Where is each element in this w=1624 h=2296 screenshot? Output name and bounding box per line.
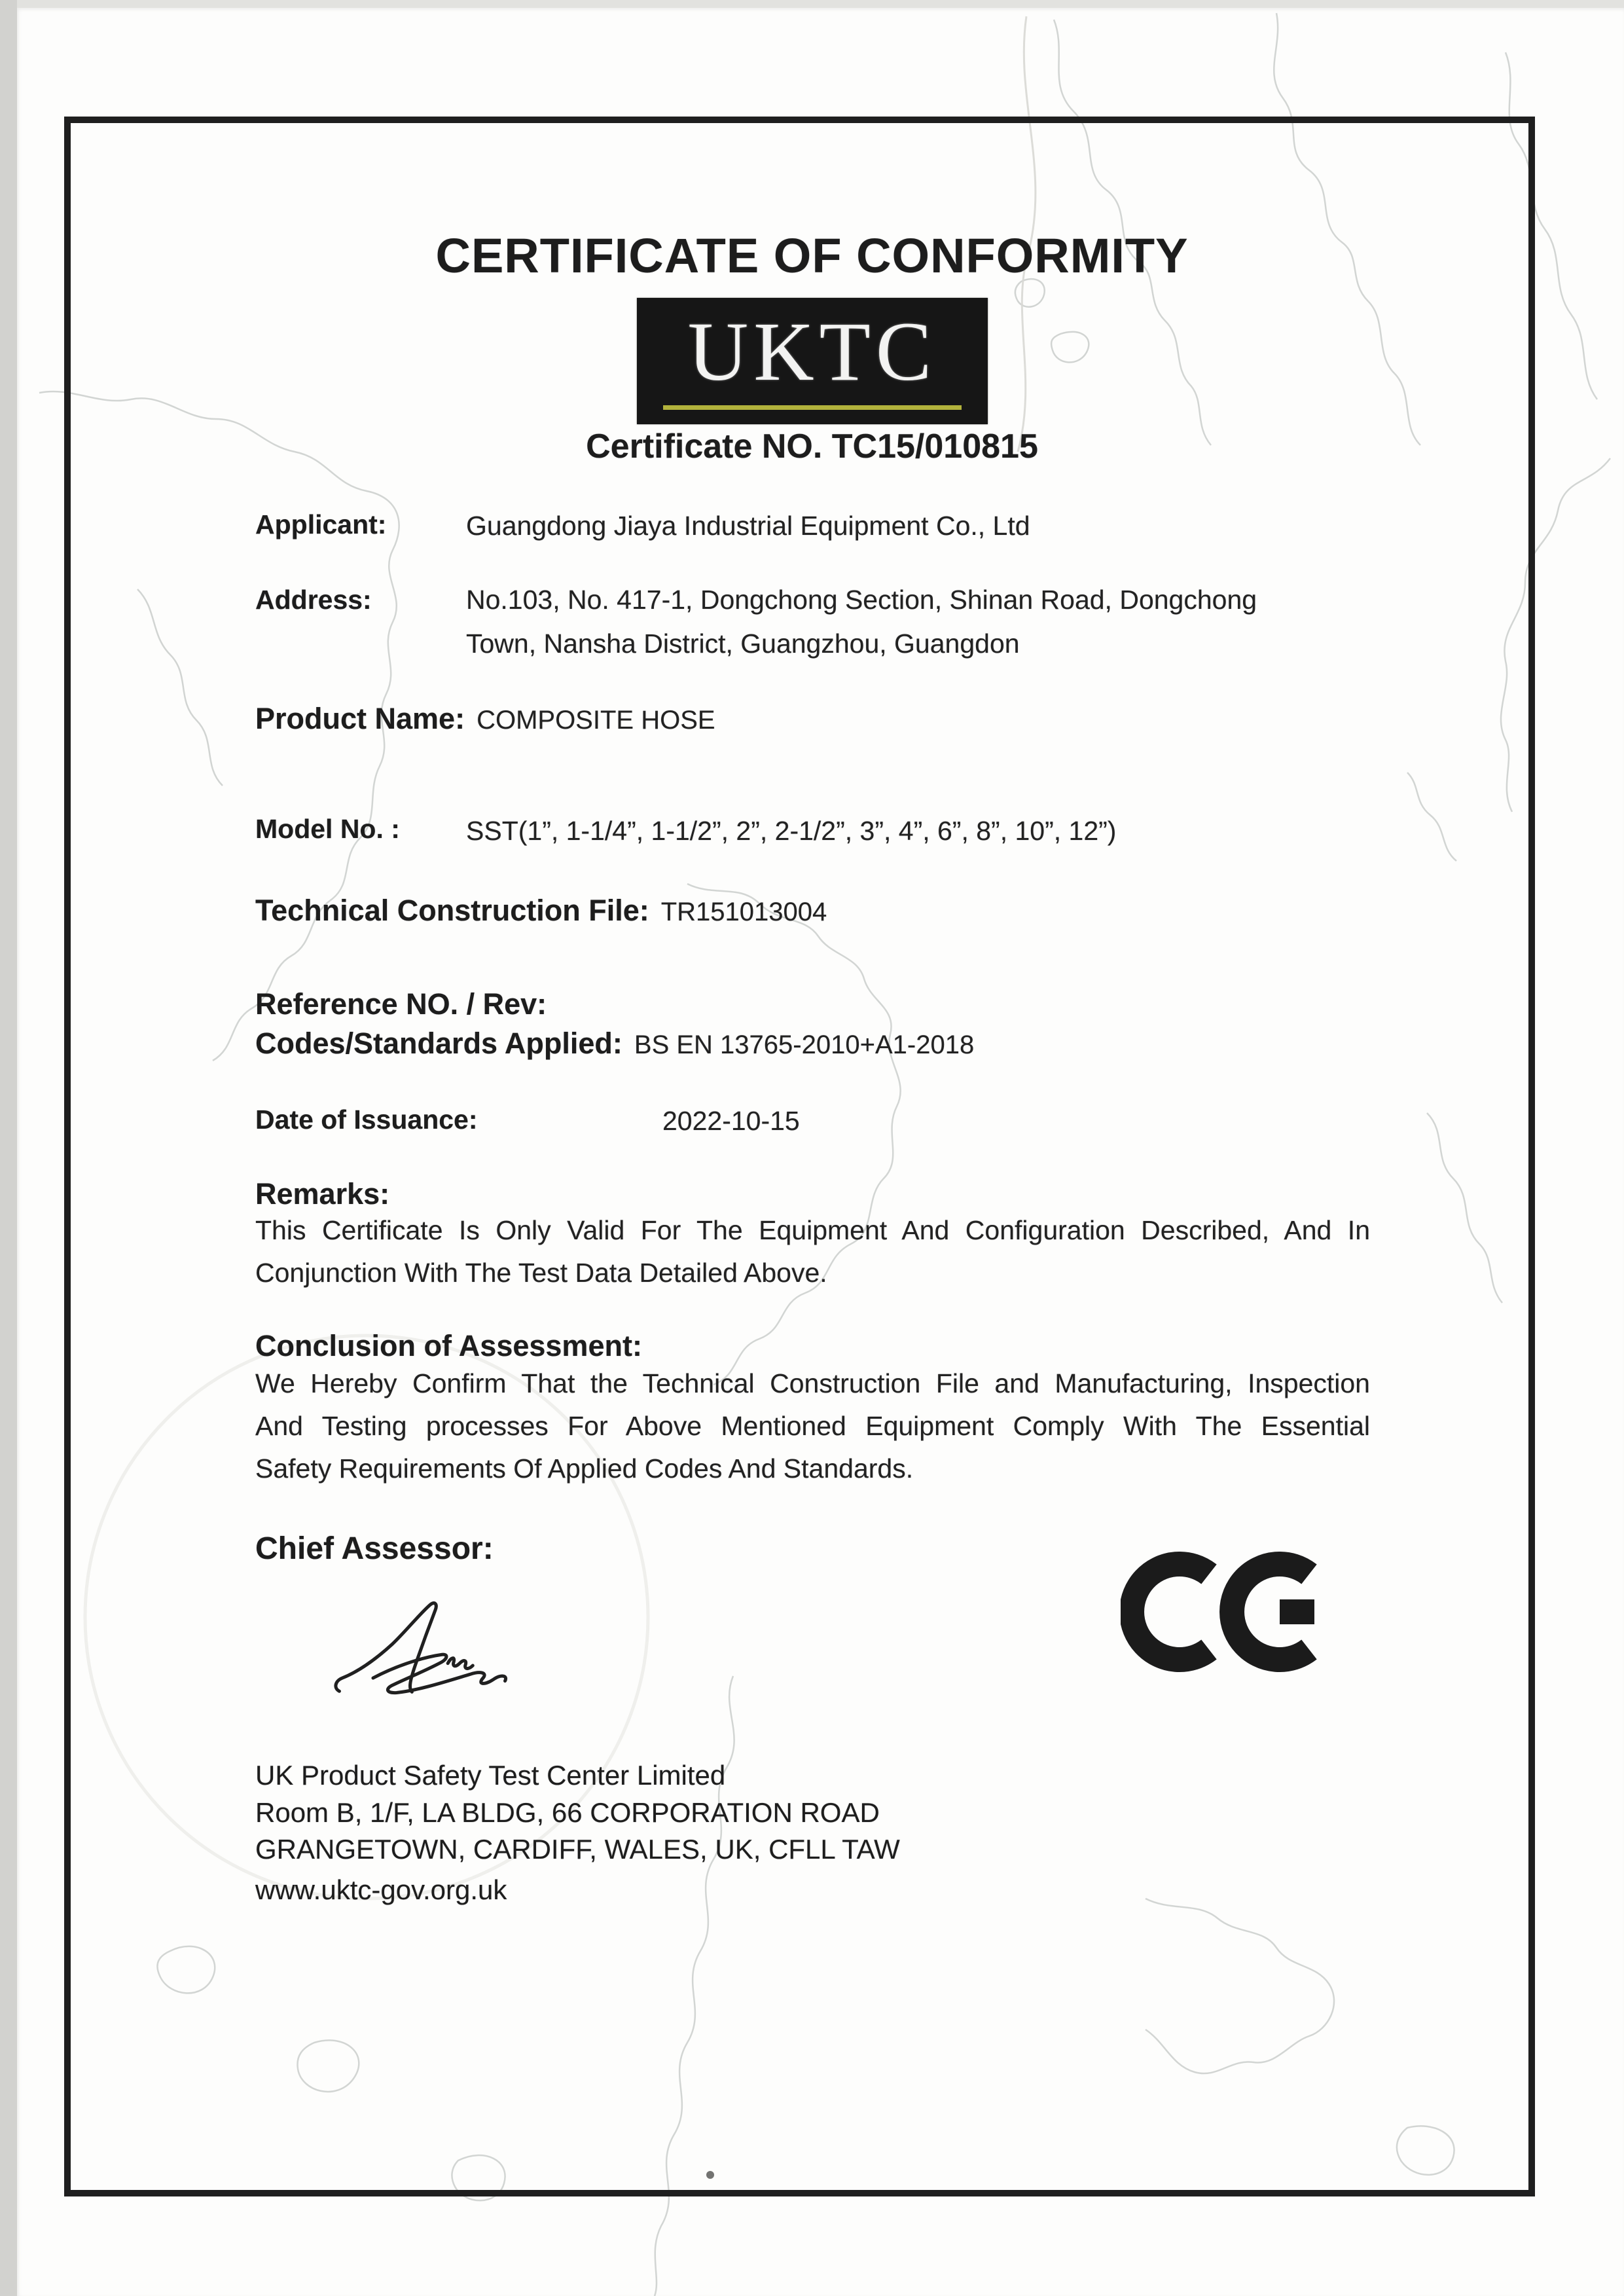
issuer-website: www.uktc-gov.org.uk	[255, 1874, 507, 1905]
remarks-heading: Remarks:	[255, 1177, 390, 1211]
uktc-logo-underline	[663, 405, 962, 410]
chief-assessor-label: Chief Assessor:	[255, 1531, 494, 1566]
certificate-number: Certificate NO. TC15/010815	[586, 428, 1038, 465]
applicant-value: Guangdong Jiaya Industrial Equipment Co., Ltd	[466, 511, 1030, 541]
ce-mark-icon	[1121, 1552, 1317, 1673]
remarks-line1: This Certificate Is Only Valid For The Equipment And Configuration Described, And In	[255, 1215, 1370, 1245]
address-value-line1: No.103, No. 417-1, Dongchong Section, Shinan Road, Dongchong	[466, 585, 1257, 615]
date-of-issuance-label: Date of Issuance:	[255, 1104, 478, 1135]
issuer-address-line2: GRANGETOWN, CARDIFF, WALES, UK, CFLL TAW	[255, 1834, 900, 1865]
technical-file-value: TR151013004	[660, 898, 827, 926]
certificate-title: CERTIFICATE OF CONFORMITY	[435, 228, 1189, 283]
conclusion-line3: Safety Requirements Of Applied Codes And Standards.	[255, 1453, 914, 1484]
applicant-label: Applicant:	[255, 509, 387, 539]
reference-rev-label: Reference NO. / Rev:	[255, 987, 547, 1021]
remarks-line2: Conjunction With The Test Data Detailed Above.	[255, 1258, 827, 1288]
codes-standards-label: Codes/Standards Applied:	[255, 1027, 623, 1060]
conclusion-heading: Conclusion of Assessment:	[255, 1329, 642, 1362]
handwritten-signature-icon	[331, 1596, 514, 1704]
uktc-logo	[637, 298, 988, 424]
conclusion-line2: And Testing processes For Above Mentioned Equipment Comply With The Essential	[255, 1411, 1370, 1441]
uktc-logo-text: UKTC	[687, 304, 937, 398]
issuer-address-line1: Room B, 1/F, LA BLDG, 66 CORPORATION ROAD	[255, 1797, 880, 1828]
technical-file-row	[255, 894, 827, 928]
model-no-label: Model No. :	[255, 814, 400, 844]
product-name-value: COMPOSITE HOSE	[477, 706, 715, 735]
product-name-label: Product Name:	[255, 702, 465, 735]
model-no-value: SST(1”, 1-1/4”, 1-1/2”, 2”, 2-1/2”, 3”, 4”, 6”, 8”, 10”, 12”)	[466, 816, 1117, 846]
codes-standards-row	[255, 1027, 974, 1061]
scan-edge-left	[0, 0, 17, 2296]
product-name-row	[255, 702, 715, 736]
scan-edge-top	[0, 0, 1624, 8]
codes-standards-value: BS EN 13765-2010+A1-2018	[634, 1030, 975, 1059]
issuer-company-name: UK Product Safety Test Center Limited	[255, 1760, 726, 1791]
date-of-issuance-value: 2022-10-15	[662, 1106, 800, 1136]
conclusion-line1: We Hereby Confirm That the Technical Construction File and Manufacturing, Inspection	[255, 1368, 1370, 1398]
address-label: Address:	[255, 585, 372, 615]
address-value-line2: Town, Nansha District, Guangzhou, Guangdon	[466, 629, 1020, 659]
technical-file-label: Technical Construction File:	[255, 894, 649, 927]
